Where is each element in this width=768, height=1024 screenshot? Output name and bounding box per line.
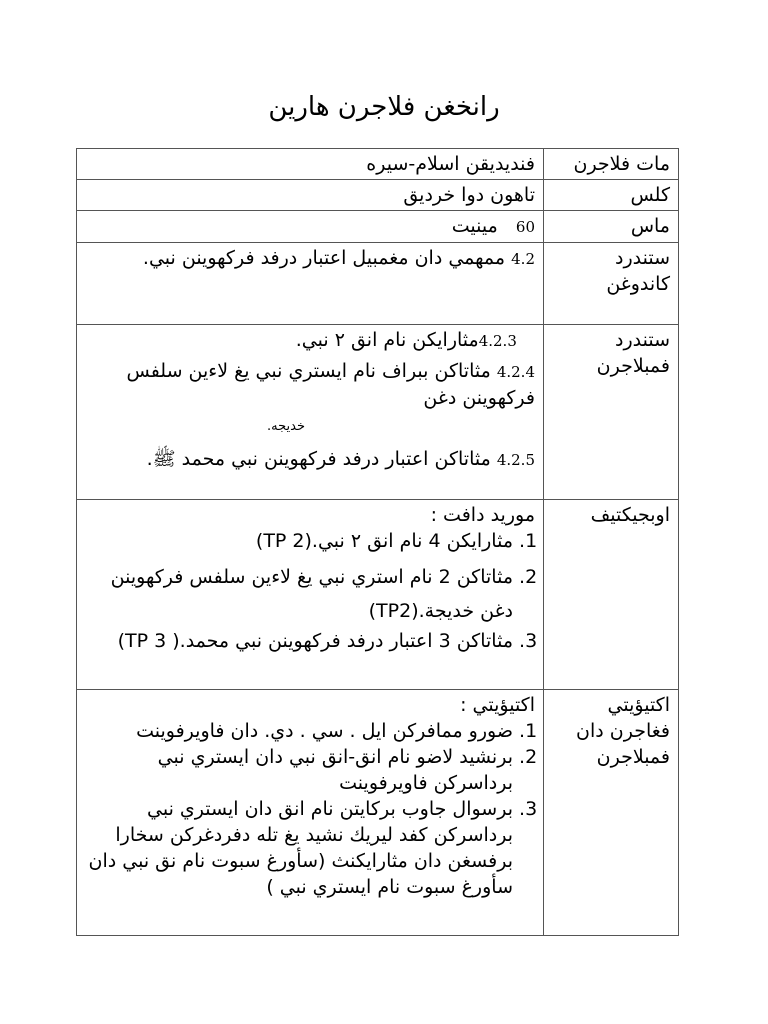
class-label: كلس: [544, 180, 679, 211]
objectives-label: اوبجيكتيف: [544, 500, 679, 690]
item-number: 4.2.4: [496, 363, 535, 381]
objectives-list: [83, 528, 535, 654]
learning-standard-item: [83, 446, 535, 473]
class-value: تاهون دوا خرديق: [77, 180, 544, 211]
time-value: [77, 211, 544, 243]
activities-value: [77, 690, 544, 936]
learning-standard-item: [83, 327, 535, 354]
objective-item: 1. مثارايكن 4 نام انق ٢ نبي.(TP 2): [83, 528, 513, 554]
time-label: ماس: [544, 211, 679, 243]
page-title: رانخغن فلاجرن هارين: [268, 92, 500, 122]
objectives-intro: موريد دافت :: [430, 504, 535, 526]
time-number: 60: [515, 218, 535, 236]
time-unit: مينيت: [451, 215, 498, 237]
table-row-content-standard: [77, 243, 679, 325]
objectives-value: [77, 500, 544, 690]
table-row-class: [77, 180, 679, 211]
table-row-time: [77, 211, 679, 243]
subject-label: مات فلاجرن: [544, 149, 679, 180]
lesson-plan-table: [76, 148, 679, 936]
item-text: مثاتاكن ببراف نام ايستري نبي يغ لاءين سلفس فركهوينن دغن: [126, 360, 535, 409]
objective-item: 2. مثاتاكن 2 نام استري نبي يغ لاءين سلفس فركهوينن دغن خديجة.(TP2): [83, 560, 513, 628]
table-row-learning-standard: [77, 325, 679, 500]
subject-value: فنديديقن اسلام-سيره: [77, 149, 544, 180]
content-standard-label: ستندرد كاندوغن: [544, 243, 679, 325]
table-row-activities: [77, 690, 679, 936]
content-standard-text: ممهمي دان مغمبيل اعتبار درفد فركهوينن نبي.: [142, 247, 506, 269]
content-standard-number: 4.2: [511, 250, 535, 268]
activity-item: 3. برسوال جاوب بركايتن نام انق دان ايستري نبي برداسركن كفد ليريك نشيد يغ تله دفردغركن سخارا برفسغن دان مثارايكنث (سأورغ سبوت نام نق نبي دان سأورغ سبوت نام ايستري نبي ): [83, 796, 513, 900]
objective-item: 3. مثاتاكن 3 اعتبار درفد فركهوينن نبي محمد.( TP 3): [83, 628, 513, 654]
item-tail: خديجه.: [267, 419, 305, 434]
item-number: 4.2.3: [478, 332, 517, 350]
activity-item: 1. ضورو ممافركن ايل . سي . دي. دان فاويرفوينت: [83, 718, 513, 744]
table-row-objectives: [77, 500, 679, 690]
learning-standard-value: [77, 325, 544, 500]
activity-item: 2. برنشيد لاضو نام انق-انق نبي دان ايستري نبي برداسركن فاويرفوينت: [83, 744, 513, 796]
content-standard-value: [77, 243, 544, 325]
item-text: مثارايكن نام انق ٢ نبي.: [295, 329, 479, 351]
table-row-subject: [77, 149, 679, 180]
learning-standard-label: ستندرد فمبلاجرن: [544, 325, 679, 500]
activities-list: [83, 718, 535, 900]
activities-label: اكتيؤيتي فغاجرن دان فمبلاجرن: [544, 690, 679, 936]
learning-standard-item: [83, 358, 535, 440]
item-number: 4.2.5: [496, 451, 535, 469]
activities-intro: اكتيؤيتي :: [460, 694, 535, 716]
item-text: مثاتاكن اعتبار درفد فركهوينن نبي محمد ﷺ.: [146, 448, 491, 470]
